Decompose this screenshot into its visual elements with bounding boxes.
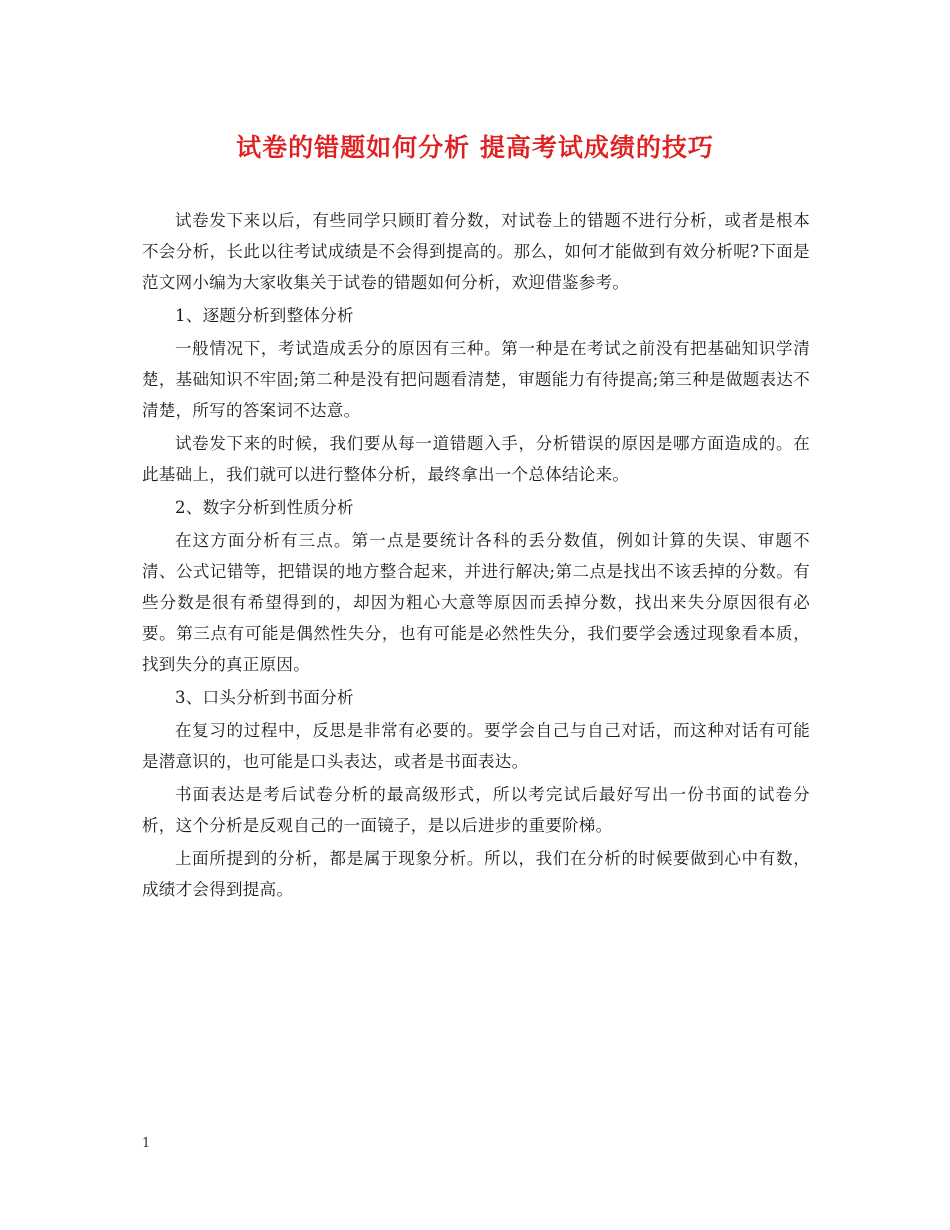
document-title: 试卷的错题如何分析 提高考试成绩的技巧 [236,133,714,162]
paragraph-2a: 在这方面分析有三点。第一点是要统计各科的丢分数值，例如计算的失误、审题不清、公式记错等，把错误的地方整合起来，并进行解决;第二点是找出不该丢掉的分数。有些分数是很有希望得到的，却因为粗心大意等原因而丢掉分数，找出来失分原因很有必要。第三点有可能是偶然性失分，也有可能是必然性失分，我们要学会透过现象看本质，找到失分的真正原因。 [142,531,810,674]
paragraph-1b: 试卷发下来的时候，我们要从每一道错题入手，分析错误的原因是哪方面造成的。在此基础上，我们就可以进行整体分析，最终拿出一个总体结论来。 [142,434,810,484]
paragraph-3b: 书面表达是考后试卷分析的最高级形式，所以考完试后最好写出一份书面的试卷分析，这个分析是反观自己的一面镜子，是以后进步的重要阶梯。 [142,785,810,835]
paragraph-3a: 在复习的过程中，反思是非常有必要的。要学会自己与自己对话，而这种对话有可能是潜意识的，也可能是口头表达，或者是书面表达。 [142,721,810,771]
section-heading-2: 2、数字分析到性质分析 [175,498,354,517]
page-number: 1 [142,1136,151,1151]
section-heading-1: 1、逐题分析到整体分析 [175,306,354,325]
paragraph-intro: 试卷发下来以后，有些同学只顾盯着分数，对试卷上的错题不进行分析，或者是根本不会分析，长此以往考试成绩是不会得到提高的。那么，如何才能做到有效分析呢?下面是范文网小编为大家收集关于试卷的错题如何分析，欢迎借鉴参考。 [142,211,810,292]
section-heading-3: 3、口头分析到书面分析 [175,688,354,707]
paragraph-1a: 一般情况下，考试造成丢分的原因有三种。第一种是在考试之前没有把基础知识学清楚，基础知识不牢固;第二种是没有把问题看清楚，审题能力有待提高;第三种是做题表达不清楚，所写的答案词不达意。 [142,339,810,420]
paragraph-conclusion: 上面所提到的分析，都是属于现象分析。所以，我们在分析的时候要做到心中有数，成绩才会得到提高。 [142,849,810,899]
document-body [142,205,810,907]
